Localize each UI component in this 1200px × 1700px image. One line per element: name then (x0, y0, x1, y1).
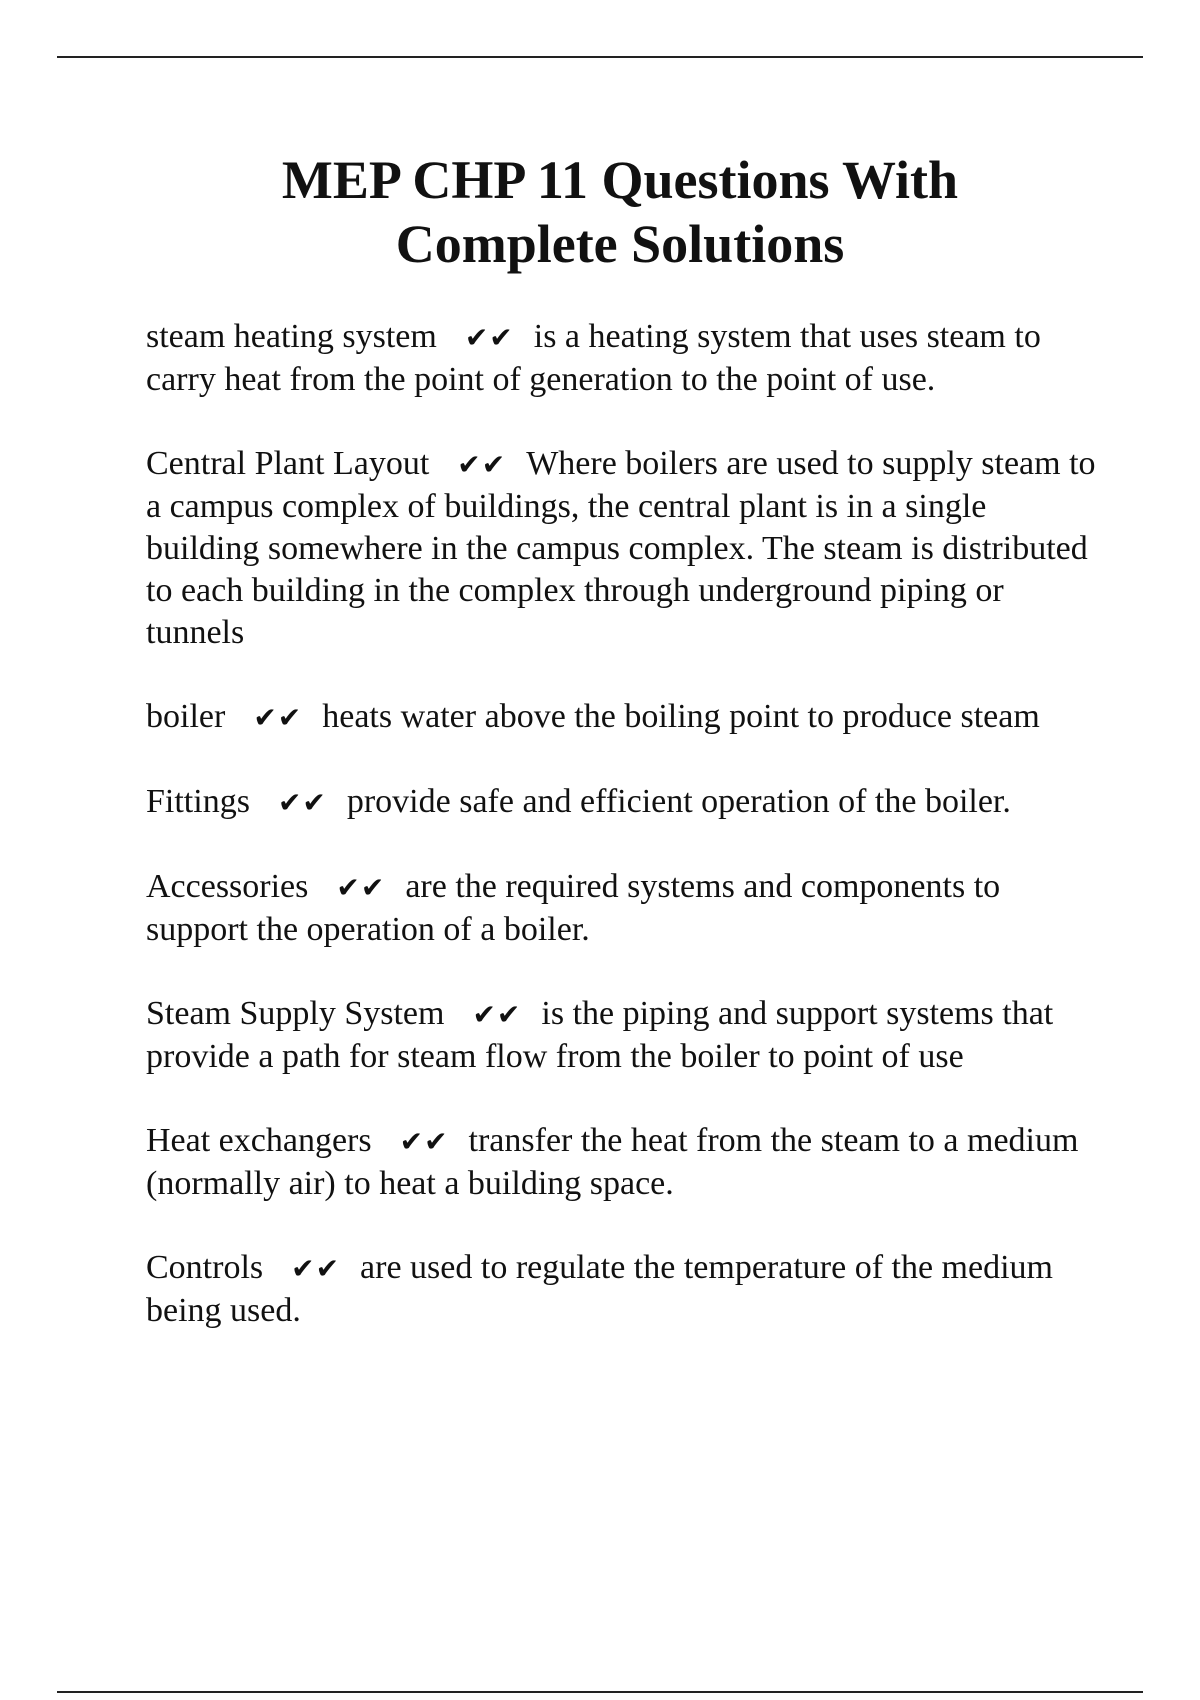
entry-term: Steam Supply System (146, 995, 445, 1032)
checkmark-icon: ✔✔ (457, 448, 507, 481)
entry-controls (146, 1247, 1106, 1332)
entry-boiler (146, 696, 1106, 739)
checkmark-icon: ✔✔ (464, 321, 514, 354)
entry-heat-exchangers (146, 1120, 1106, 1205)
entry-term: Heat exchangers (146, 1122, 372, 1159)
page-title (100, 148, 1140, 276)
entry-definition: are the required systems and components to support the operation of a boiler. (146, 868, 1001, 948)
entry-term: Fittings (146, 783, 250, 820)
entry-steam-heating-system (146, 316, 1106, 401)
checkmark-icon: ✔✔ (399, 1125, 449, 1158)
checkmark-icon: ✔✔ (253, 701, 303, 734)
title-line-2: Complete Solutions (395, 214, 845, 274)
entry-term: Controls (146, 1249, 264, 1286)
title-line-1: MEP CHP 11 Questions With (281, 150, 959, 210)
entry-definition: is the piping and support systems that provide a path for steam flow from the boiler to point of use (146, 995, 1054, 1075)
entry-term: Accessories (146, 868, 309, 905)
entry-definition: Where boilers are used to supply steam to a campus complex of buildings, the central plant is in a single building somewhere in the campus complex. The steam is distributed to each building in the complex through underground piping or tunnels (146, 445, 1096, 651)
entry-definition: is a heating system that uses steam to carry heat from the point of generation to the point of use. (146, 318, 1041, 398)
entry-definition: heats water above the boiling point to produce steam (322, 698, 1040, 735)
bottom-rule (57, 1691, 1143, 1693)
top-rule (57, 56, 1143, 58)
checkmark-icon: ✔✔ (291, 1252, 341, 1285)
entry-definition: are used to regulate the temperature of the medium being used. (146, 1249, 1053, 1329)
entry-definition: transfer the heat from the steam to a medium (normally air) to heat a building space. (146, 1122, 1079, 1202)
entry-term: steam heating system (146, 318, 437, 355)
entry-fittings (146, 781, 1106, 824)
entry-steam-supply-system (146, 993, 1106, 1078)
checkmark-icon: ✔✔ (336, 871, 386, 904)
entry-accessories (146, 866, 1106, 951)
entry-term: boiler (146, 698, 226, 735)
entry-term: Central Plant Layout (146, 445, 430, 482)
entry-central-plant-layout (146, 443, 1106, 654)
entry-definition: provide safe and efficient operation of the boiler. (346, 783, 1011, 820)
checkmark-icon: ✔✔ (472, 998, 522, 1031)
entry-list (146, 316, 1106, 1374)
checkmark-icon: ✔✔ (277, 786, 327, 819)
